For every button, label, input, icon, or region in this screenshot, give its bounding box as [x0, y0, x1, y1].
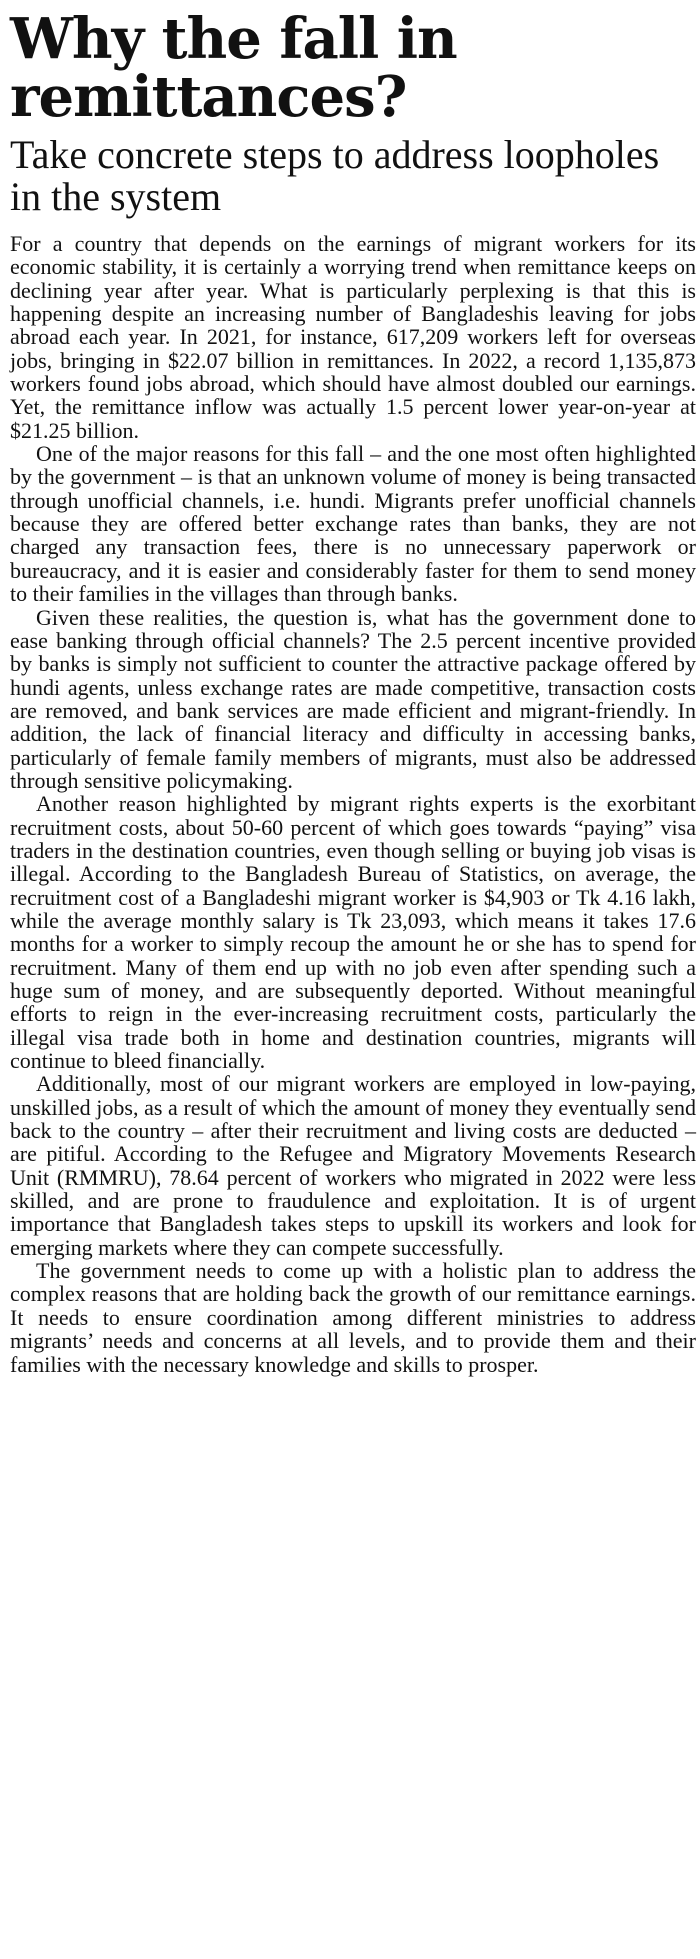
paragraph-5: Additionally, most of our migrant workers are employed in low-paying, unskilled jobs, as a result of which the amount of money they eventually send back to the country – after their recruitment and living costs are deducted – are pitiful. According to the Refugee and Migratory Movements Research Unit (RMMRU), 78.64 percent of workers who migrated in 2022 were less skilled, and are prone to fraudulence and exploitation. It is of urgent importance that Bangladesh takes steps to upskill its workers and look for emerging markets where they can compete successfully. [10, 1071, 696, 1260]
paragraph-1: For a country that depends on the earnings of migrant workers for its economic stability, it is certainly a worrying trend when remittance keeps on declining year after year. What is particularly perplexing is that this is happening despite an increasing number of Bangladeshis leaving for jobs abroad each year. In 2021, for instance, 617,209 workers left for overseas jobs, bringing in $22.07 billion in remittances. In 2022, a record 1,135,873 workers found jobs abroad, which should have almost doubled our earnings. Yet, the remittance inflow was actually 1.5 percent lower year-on-year at $21.25 billion. [10, 231, 696, 443]
headline: Why the fall in remittances? [10, 6, 457, 130]
paragraph-2: One of the major reasons for this fall – and the one most often highlighted by the government – is that an unknown volume of money is being transacted through unofficial channels, i.e. hundi. Migrants prefer unofficial channels because they are offered better exchange rates than banks, they are not charged any transaction fees, there is no unnecessary paperwork or bureaucracy, and it is easier and considerably faster for them to send money to their families in the villages than through banks. [10, 441, 696, 607]
editorial-article [10, 0, 696, 1376]
paragraph-6: The government needs to come up with a holistic plan to address the complex reasons that are holding back the growth of our remittance earnings. It needs to ensure coordination among different ministries to address migrants’ needs and concerns at all levels, and to provide them and their families with the necessary knowledge and skills to prosper. [10, 1258, 696, 1377]
paragraph-3: Given these realities, the question is, what has the government done to ease banking through official channels? The 2.5 percent incentive provided by banks is simply not sufficient to counter the attractive package offered by hundi agents, unless exchange rates are made competitive, transaction costs are removed, and bank services are made efficient and migrant-friendly. In addition, the lack of financial literacy and difficulty in accessing banks, particularly of female family members of migrants, must also be addressed through sensitive policymaking. [10, 604, 696, 793]
paragraph-4: Another reason highlighted by migrant rights experts is the exorbitant recruitment costs, about 50-60 percent of which goes towards “paying” visa traders in the destination countries, even though selling or buying job visas is illegal. According to the Bangladesh Bureau of Statistics, on average, the recruitment cost of a Bangladeshi migrant worker is $4,903 or Tk 4.16 lakh, while the average monthly salary is Tk 23,093, which means it takes 17.6 months for a worker to simply recoup the amount he or she has to spend for recruitment. Many of them end up with no job even after spending such a huge sum of money, and are subsequently deported. Without meaningful efforts to reign in the ever-increasing recruitment costs, particularly the illegal visa trade both in home and destination countries, migrants will continue to bleed financially. [10, 791, 696, 1074]
subheadline: Take concrete steps to address loopholes in the system [10, 132, 660, 219]
article-body [10, 232, 696, 1376]
